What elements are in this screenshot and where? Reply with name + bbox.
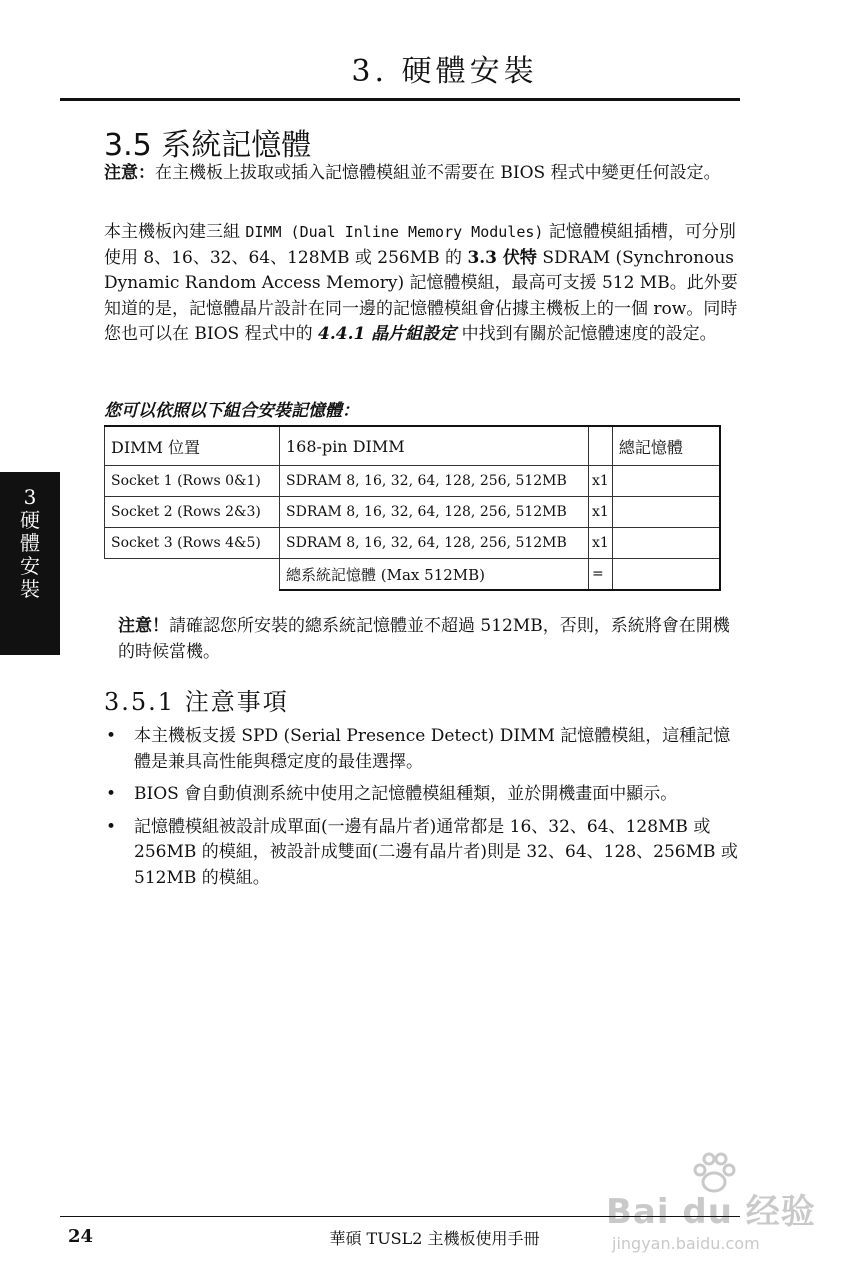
bios-note bbox=[104, 161, 744, 187]
page-number: 24 bbox=[68, 1226, 94, 1247]
manual-title: 華碩 TUSL2 主機板使用手冊 bbox=[329, 1229, 540, 1248]
dimm-sizes: SDRAM 8, 16, 32, 64, 128, 256, 512MB bbox=[280, 497, 589, 528]
intro-dimm-term: DIMM (Dual Inline Memory Modules) bbox=[245, 223, 544, 241]
table-caption: 您可以依照以下組合安裝記憶體： bbox=[104, 401, 359, 421]
side-tab-number: 3 bbox=[23, 485, 37, 509]
watermark-url: jingyan.baidu.com bbox=[612, 1234, 760, 1253]
header-dimm-location: DIMM 位置 bbox=[105, 426, 280, 466]
table-row bbox=[105, 528, 720, 559]
header-dimm-type: 168-pin DIMM bbox=[280, 426, 589, 466]
chapter-title: 3. 硬體安裝 bbox=[351, 54, 538, 89]
equals-symbol: = bbox=[589, 559, 613, 591]
dimm-sizes: SDRAM 8, 16, 32, 64, 128, 256, 512MB bbox=[280, 528, 589, 559]
watermark-brand: Bai du 经验 bbox=[606, 1192, 816, 1232]
memory-limit-warning bbox=[118, 614, 738, 665]
warning-label: 注意！ bbox=[118, 616, 169, 636]
note-label: 注意： bbox=[104, 163, 155, 183]
intro-text: 本主機板內建三組 bbox=[104, 222, 246, 242]
intro-text: 中找到有關於記憶體速度的設定。 bbox=[456, 324, 717, 344]
footer-divider bbox=[60, 1216, 740, 1217]
side-tab-char: 硬 bbox=[20, 508, 40, 532]
socket-location: Socket 1 (Rows 0&1) bbox=[105, 466, 280, 497]
list-item: • BIOS 會自動偵測系統中使用之記憶體模組種類，並於開機畫面中顯示。 bbox=[104, 782, 744, 808]
list-item: • 本主機板支援 SPD (Serial Presence Detect) DIMM 記憶體模組，這種記憶體是兼具高性能與穩定度的最佳選擇。 bbox=[104, 724, 744, 775]
intro-paragraph bbox=[104, 220, 744, 348]
multiplier: x1 bbox=[589, 497, 613, 528]
list-item: • 記憶體模組被設計成單面(一邊有晶片者)通常都是 16、32、64、128MB 或 256MB 的模組，被設計成雙面(二邊有晶片者)則是 32、64、128、256MB 或 512MB 的模組。 bbox=[104, 815, 744, 892]
side-tab-char: 裝 bbox=[20, 577, 40, 601]
intro-text: 記憶體模組插槽，可分別使用 8、16、32、64、128MB 或 256MB 的 bbox=[104, 222, 736, 268]
multiplier: x1 bbox=[589, 528, 613, 559]
notes-list bbox=[104, 724, 744, 898]
section-title: 3.5 系統記憶體 bbox=[104, 128, 312, 163]
dimm-sizes: SDRAM 8, 16, 32, 64, 128, 256, 512MB bbox=[280, 466, 589, 497]
socket-location: Socket 2 (Rows 2&3) bbox=[105, 497, 280, 528]
chapter-side-tab bbox=[0, 472, 60, 655]
side-tab-char: 體 bbox=[20, 531, 40, 555]
subsection-title: 3.5.1 注意事項 bbox=[104, 688, 289, 716]
voltage-reference: 3.3 伏特 bbox=[467, 247, 537, 268]
header-divider bbox=[60, 98, 740, 101]
table-row bbox=[105, 497, 720, 528]
empty-cell bbox=[105, 559, 280, 591]
warning-text: 請確認您所安裝的總系統記憶體並不超過 512MB，否則，系統將會在開機的時候當機。 bbox=[118, 616, 730, 662]
chipset-setting-reference: 4.4.1 晶片組設定 bbox=[318, 324, 457, 344]
table-header-row bbox=[105, 426, 720, 466]
multiplier: x1 bbox=[589, 466, 613, 497]
total-system-memory-label: 總系統記憶體 (Max 512MB) bbox=[280, 559, 589, 591]
table-row bbox=[105, 466, 720, 497]
memory-config-table bbox=[104, 425, 721, 591]
intro-text: SDRAM (Synchronous Dynamic Random Access Memory) 記憶體模組，最高可支援 512 MB。此外要知道的是，記憶體晶片設計在同一邊的記憶體模組會佔據主機板上的一個 row。同時您也可以在 BIOS 程式中的 bbox=[104, 247, 738, 344]
total-cell bbox=[612, 497, 720, 528]
table-total-row bbox=[105, 559, 720, 591]
header-multiplier bbox=[589, 426, 613, 466]
header-total-memory: 總記憶體 bbox=[612, 426, 720, 466]
note-text: 在主機板上拔取或插入記憶體模組並不需要在 BIOS 程式中變更任何設定。 bbox=[155, 163, 721, 183]
total-system-memory-value bbox=[612, 559, 720, 591]
total-cell bbox=[612, 466, 720, 497]
side-tab-char: 安 bbox=[20, 554, 40, 578]
total-cell bbox=[612, 528, 720, 559]
socket-location: Socket 3 (Rows 4&5) bbox=[105, 528, 280, 559]
